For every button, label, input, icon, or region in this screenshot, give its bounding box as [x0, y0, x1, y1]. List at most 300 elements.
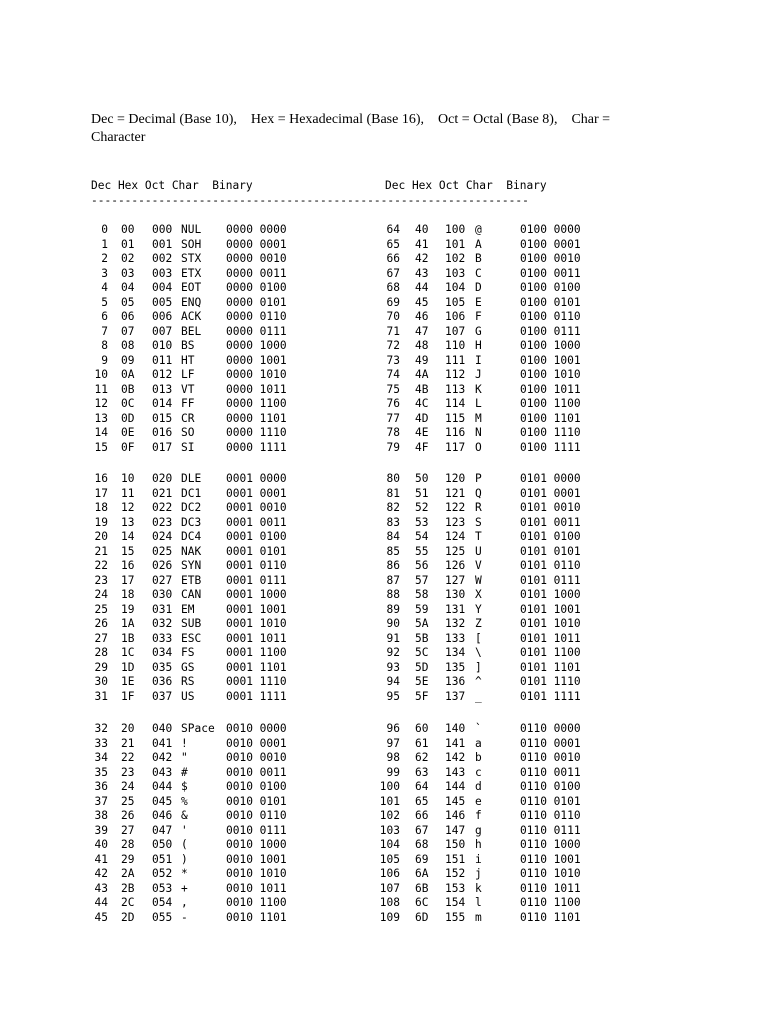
binary-cell: 0000 0110 — [226, 310, 287, 323]
table-row — [0, 882, 768, 897]
hex-cell: 69 — [415, 852, 429, 866]
dec-cell: 37 — [94, 794, 108, 808]
binary-cell: 0110 1011 — [520, 881, 581, 895]
dec-cell: 80 — [386, 472, 400, 485]
char-cell: A — [475, 237, 482, 251]
binary-cell: 0001 1110 — [226, 675, 287, 688]
table-row — [0, 603, 768, 618]
oct-cell: 036 — [152, 675, 173, 688]
hex-cell: 58 — [415, 588, 429, 601]
dec-cell: 5 — [101, 295, 108, 309]
table-row — [0, 867, 768, 882]
hex-cell: 6A — [415, 867, 429, 880]
char-cell: i — [475, 852, 482, 866]
hex-cell: 55 — [415, 544, 429, 558]
oct-cell: 055 — [152, 910, 173, 924]
table-row — [0, 766, 768, 781]
dec-cell: 42 — [94, 867, 108, 880]
dec-cell: 34 — [94, 751, 108, 764]
oct-cell: 033 — [152, 631, 173, 645]
dec-cell: 90 — [386, 617, 400, 630]
table-row — [0, 354, 768, 369]
binary-cell: 0101 1011 — [520, 631, 581, 645]
binary-cell: 0100 1100 — [520, 397, 581, 410]
dec-cell: 68 — [386, 281, 400, 294]
hex-cell: 57 — [415, 573, 429, 587]
binary-cell: 0110 0111 — [520, 823, 581, 837]
oct-cell: 027 — [152, 573, 173, 587]
oct-cell: 115 — [445, 411, 466, 425]
hex-cell: 5B — [415, 631, 429, 645]
table-row — [0, 690, 768, 705]
hex-cell: 49 — [415, 353, 429, 367]
oct-cell: 113 — [445, 382, 466, 396]
hex-cell: 0F — [121, 440, 135, 454]
oct-cell: 022 — [152, 501, 173, 514]
hex-cell: 64 — [415, 780, 429, 793]
hex-cell: 59 — [415, 602, 429, 616]
oct-cell: 131 — [445, 602, 466, 616]
table-row — [0, 397, 768, 412]
dec-cell: 77 — [386, 411, 400, 425]
binary-cell: 0101 1110 — [520, 675, 581, 688]
oct-cell: 032 — [152, 617, 173, 630]
dec-cell: 66 — [386, 252, 400, 265]
oct-cell: 130 — [445, 588, 466, 601]
table-row — [0, 325, 768, 340]
char-cell: ETB — [181, 573, 202, 587]
oct-cell: 122 — [445, 501, 466, 514]
oct-cell: 051 — [152, 852, 173, 866]
dec-cell: 104 — [379, 838, 400, 851]
dec-cell: 89 — [386, 602, 400, 616]
hex-cell: 00 — [121, 223, 135, 236]
dec-cell: 72 — [386, 339, 400, 352]
binary-cell: 0100 0001 — [520, 237, 581, 251]
binary-cell: 0001 0001 — [226, 486, 287, 500]
binary-cell: 0001 0100 — [226, 530, 287, 543]
oct-cell: 035 — [152, 660, 173, 674]
char-cell: DC2 — [181, 501, 202, 514]
dec-cell: 32 — [94, 722, 108, 735]
dec-cell: 6 — [101, 310, 108, 323]
hex-cell: 23 — [121, 765, 135, 779]
binary-cell: 0101 0100 — [520, 530, 581, 543]
hex-cell: 09 — [121, 353, 135, 367]
dec-cell: 103 — [379, 823, 400, 837]
binary-cell: 0010 0011 — [226, 765, 287, 779]
dec-cell: 65 — [386, 237, 400, 251]
hex-cell: 1C — [121, 646, 135, 659]
dec-cell: 88 — [386, 588, 400, 601]
dec-cell: 13 — [94, 411, 108, 425]
dec-cell: 105 — [379, 852, 400, 866]
oct-cell: 104 — [445, 281, 466, 294]
binary-cell: 0001 1101 — [226, 660, 287, 674]
binary-cell: 0110 0110 — [520, 809, 581, 822]
binary-cell: 0001 0110 — [226, 559, 287, 572]
char-cell: BEL — [181, 324, 202, 338]
oct-cell: 105 — [445, 295, 466, 309]
hex-cell: 1E — [121, 675, 135, 688]
binary-cell: 0100 1111 — [520, 440, 581, 454]
hex-cell: 67 — [415, 823, 429, 837]
table-row — [0, 559, 768, 574]
binary-cell: 0000 0000 — [226, 223, 287, 236]
binary-cell: 0010 1010 — [226, 867, 287, 880]
binary-cell: 0110 0001 — [520, 736, 581, 750]
char-cell: Y — [475, 602, 482, 616]
oct-cell: 053 — [152, 881, 173, 895]
binary-cell: 0001 1001 — [226, 602, 287, 616]
table-row — [0, 853, 768, 868]
hex-cell: 1B — [121, 631, 135, 645]
dec-cell: 91 — [386, 631, 400, 645]
hex-cell: 22 — [121, 751, 135, 764]
char-cell: " — [181, 751, 188, 764]
hex-cell: 28 — [121, 838, 135, 851]
oct-cell: 000 — [152, 223, 173, 236]
dec-cell: 26 — [94, 617, 108, 630]
char-cell: F — [475, 310, 482, 323]
oct-cell: 153 — [445, 881, 466, 895]
dec-cell: 100 — [379, 780, 400, 793]
hex-cell: 24 — [121, 780, 135, 793]
binary-cell: 0100 1110 — [520, 426, 581, 439]
oct-cell: 045 — [152, 794, 173, 808]
oct-cell: 132 — [445, 617, 466, 630]
hex-cell: 03 — [121, 266, 135, 280]
binary-cell: 0100 1010 — [520, 368, 581, 381]
dec-cell: 99 — [386, 765, 400, 779]
char-cell: SO — [181, 426, 195, 439]
dec-cell: 67 — [386, 266, 400, 280]
binary-cell: 0010 1101 — [226, 910, 287, 924]
dec-cell: 7 — [101, 324, 108, 338]
hex-cell: 26 — [121, 809, 135, 822]
dec-cell: 2 — [101, 252, 108, 265]
table-row — [0, 661, 768, 676]
divider-rule: ----------------------------------------------------------------- — [91, 194, 529, 207]
oct-cell: 123 — [445, 515, 466, 529]
dec-cell: 109 — [379, 910, 400, 924]
binary-cell: 0101 0111 — [520, 573, 581, 587]
char-cell: G — [475, 324, 482, 338]
binary-cell: 0000 0001 — [226, 237, 287, 251]
hex-cell: 16 — [121, 559, 135, 572]
binary-cell: 0010 1100 — [226, 896, 287, 909]
dec-cell: 24 — [94, 588, 108, 601]
dec-cell: 95 — [386, 689, 400, 703]
dec-cell: 22 — [94, 559, 108, 572]
binary-cell: 0110 1010 — [520, 867, 581, 880]
hex-cell: 20 — [121, 722, 135, 735]
binary-cell: 0101 1101 — [520, 660, 581, 674]
binary-cell: 0000 1001 — [226, 353, 287, 367]
char-cell: ESC — [181, 631, 202, 645]
oct-cell: 047 — [152, 823, 173, 837]
char-cell: L — [475, 397, 482, 410]
hex-cell: 06 — [121, 310, 135, 323]
oct-cell: 004 — [152, 281, 173, 294]
hex-cell: 15 — [121, 544, 135, 558]
hex-cell: 02 — [121, 252, 135, 265]
char-cell: DLE — [181, 472, 202, 485]
table-row — [0, 646, 768, 661]
binary-cell: 0101 1001 — [520, 602, 581, 616]
char-cell: EM — [181, 602, 195, 616]
table-row — [0, 501, 768, 516]
char-cell: X — [475, 588, 482, 601]
table-row — [0, 252, 768, 267]
hex-cell: 47 — [415, 324, 429, 338]
table-row — [0, 751, 768, 766]
hex-cell: 18 — [121, 588, 135, 601]
char-cell: CR — [181, 411, 195, 425]
binary-cell: 0110 1001 — [520, 852, 581, 866]
char-cell: US — [181, 689, 195, 703]
char-cell: e — [475, 794, 482, 808]
dec-cell: 70 — [386, 310, 400, 323]
dec-cell: 23 — [94, 573, 108, 587]
char-cell: D — [475, 281, 482, 294]
char-cell: SUB — [181, 617, 202, 630]
table-row — [0, 441, 768, 456]
hex-cell: 65 — [415, 794, 429, 808]
dec-cell: 25 — [94, 602, 108, 616]
table-row — [0, 530, 768, 545]
dec-cell: 14 — [94, 426, 108, 439]
oct-cell: 140 — [445, 722, 466, 735]
char-cell: _ — [475, 689, 482, 703]
char-cell: @ — [475, 223, 482, 236]
oct-cell: 003 — [152, 266, 173, 280]
oct-cell: 006 — [152, 310, 173, 323]
table-row — [0, 632, 768, 647]
char-cell: Q — [475, 486, 482, 500]
oct-cell: 145 — [445, 794, 466, 808]
hex-cell: 25 — [121, 794, 135, 808]
dec-cell: 75 — [386, 382, 400, 396]
char-cell: CAN — [181, 588, 202, 601]
binary-cell: 0101 0011 — [520, 515, 581, 529]
dec-cell: 64 — [386, 223, 400, 236]
binary-cell: 0101 1010 — [520, 617, 581, 630]
char-cell: R — [475, 501, 482, 514]
char-cell: GS — [181, 660, 195, 674]
dec-cell: 87 — [386, 573, 400, 587]
char-cell: SPace — [181, 722, 215, 735]
oct-cell: 143 — [445, 765, 466, 779]
dec-cell: 11 — [94, 382, 108, 396]
binary-cell: 0010 0110 — [226, 809, 287, 822]
oct-cell: 144 — [445, 780, 466, 793]
char-cell: RS — [181, 675, 195, 688]
dec-cell: 33 — [94, 736, 108, 750]
hex-cell: 2D — [121, 910, 135, 924]
char-cell: Z — [475, 617, 482, 630]
dec-cell: 8 — [101, 339, 108, 352]
dec-cell: 36 — [94, 780, 108, 793]
hex-cell: 13 — [121, 515, 135, 529]
table-row — [0, 675, 768, 690]
binary-cell: 0000 0100 — [226, 281, 287, 294]
hex-cell: 4E — [415, 426, 429, 439]
oct-cell: 052 — [152, 867, 173, 880]
table-row — [0, 281, 768, 296]
char-cell: % — [181, 794, 188, 808]
binary-cell: 0100 0010 — [520, 252, 581, 265]
char-cell: FS — [181, 646, 195, 659]
dec-cell: 108 — [379, 896, 400, 909]
char-cell: ! — [181, 736, 188, 750]
char-cell: T — [475, 530, 482, 543]
table-row — [0, 368, 768, 383]
char-cell: , — [181, 896, 188, 909]
legend-text: Dec = Decimal (Base 10), Hex = Hexadecimal (Base 16), Oct = Octal (Base 8), Char = Character — [91, 112, 611, 145]
char-cell: g — [475, 823, 482, 837]
dec-cell: 94 — [386, 675, 400, 688]
char-cell: j — [475, 867, 482, 880]
oct-cell: 025 — [152, 544, 173, 558]
oct-cell: 100 — [445, 223, 466, 236]
binary-cell: 0110 0011 — [520, 765, 581, 779]
table-row — [0, 780, 768, 795]
dec-cell: 79 — [386, 440, 400, 454]
hex-cell: 48 — [415, 339, 429, 352]
dec-cell: 73 — [386, 353, 400, 367]
hex-cell: 01 — [121, 237, 135, 251]
binary-cell: 0000 0101 — [226, 295, 287, 309]
binary-cell: 0001 1010 — [226, 617, 287, 630]
char-cell: I — [475, 353, 482, 367]
char-cell: ] — [475, 660, 482, 674]
char-cell: k — [475, 881, 482, 895]
table-row — [0, 809, 768, 824]
hex-cell: 2B — [121, 881, 135, 895]
oct-cell: 112 — [445, 368, 466, 381]
hex-cell: 2A — [121, 867, 135, 880]
dec-cell: 4 — [101, 281, 108, 294]
oct-cell: 044 — [152, 780, 173, 793]
dec-cell: 10 — [94, 368, 108, 381]
oct-cell: 021 — [152, 486, 173, 500]
hex-cell: 54 — [415, 530, 429, 543]
oct-cell: 152 — [445, 867, 466, 880]
hex-cell: 5A — [415, 617, 429, 630]
char-cell: E — [475, 295, 482, 309]
oct-cell: 111 — [445, 353, 466, 367]
dec-cell: 98 — [386, 751, 400, 764]
binary-cell: 0110 0101 — [520, 794, 581, 808]
hex-cell: 6D — [415, 910, 429, 924]
hex-cell: 66 — [415, 809, 429, 822]
oct-cell: 134 — [445, 646, 466, 659]
oct-cell: 102 — [445, 252, 466, 265]
oct-cell: 125 — [445, 544, 466, 558]
hex-cell: 56 — [415, 559, 429, 572]
char-cell: l — [475, 896, 482, 909]
oct-cell: 012 — [152, 368, 173, 381]
oct-cell: 054 — [152, 896, 173, 909]
oct-cell: 013 — [152, 382, 173, 396]
oct-cell: 040 — [152, 722, 173, 735]
dec-cell: 85 — [386, 544, 400, 558]
dec-cell: 3 — [101, 266, 108, 280]
char-cell: H — [475, 339, 482, 352]
dec-cell: 86 — [386, 559, 400, 572]
oct-cell: 046 — [152, 809, 173, 822]
hex-cell: 68 — [415, 838, 429, 851]
char-cell: M — [475, 411, 482, 425]
hex-cell: 05 — [121, 295, 135, 309]
char-cell: a — [475, 736, 482, 750]
binary-cell: 0100 1011 — [520, 382, 581, 396]
hex-cell: 4F — [415, 440, 429, 454]
char-cell: d — [475, 780, 482, 793]
hex-cell: 4D — [415, 411, 429, 425]
char-cell: * — [181, 867, 188, 880]
dec-cell: 40 — [94, 838, 108, 851]
hex-cell: 2C — [121, 896, 135, 909]
char-cell: FF — [181, 397, 195, 410]
char-cell: DC1 — [181, 486, 202, 500]
binary-cell: 0000 1100 — [226, 397, 287, 410]
char-cell: b — [475, 751, 482, 764]
oct-cell: 002 — [152, 252, 173, 265]
dec-cell: 15 — [94, 440, 108, 454]
oct-cell: 141 — [445, 736, 466, 750]
binary-cell: 0100 0110 — [520, 310, 581, 323]
dec-cell: 28 — [94, 646, 108, 659]
oct-cell: 133 — [445, 631, 466, 645]
table-row — [0, 383, 768, 398]
binary-cell: 0110 0100 — [520, 780, 581, 793]
dec-cell: 81 — [386, 486, 400, 500]
hex-cell: 07 — [121, 324, 135, 338]
oct-cell: 154 — [445, 896, 466, 909]
table-row — [0, 412, 768, 427]
table-row — [0, 574, 768, 589]
binary-cell: 0000 1000 — [226, 339, 287, 352]
oct-cell: 010 — [152, 339, 173, 352]
char-cell: DC3 — [181, 515, 202, 529]
char-cell: HT — [181, 353, 195, 367]
table-row — [0, 824, 768, 839]
binary-cell: 0101 0001 — [520, 486, 581, 500]
binary-cell: 0000 0010 — [226, 252, 287, 265]
dec-cell: 12 — [94, 397, 108, 410]
binary-cell: 0010 0000 — [226, 722, 287, 735]
char-cell: LF — [181, 368, 195, 381]
char-cell: h — [475, 838, 482, 851]
char-cell: K — [475, 382, 482, 396]
oct-cell: 043 — [152, 765, 173, 779]
binary-cell: 0001 0010 — [226, 501, 287, 514]
char-cell: C — [475, 266, 482, 280]
column-header-right: Dec Hex Oct Char Binary — [385, 179, 547, 192]
binary-cell: 0001 1000 — [226, 588, 287, 601]
table-row — [0, 238, 768, 253]
dec-cell: 16 — [94, 472, 108, 485]
binary-cell: 0010 1000 — [226, 838, 287, 851]
hex-cell: 5C — [415, 646, 429, 659]
char-cell: ^ — [475, 675, 482, 688]
binary-cell: 0101 1100 — [520, 646, 581, 659]
char-cell: ) — [181, 852, 188, 866]
table-row — [0, 588, 768, 603]
hex-cell: 45 — [415, 295, 429, 309]
